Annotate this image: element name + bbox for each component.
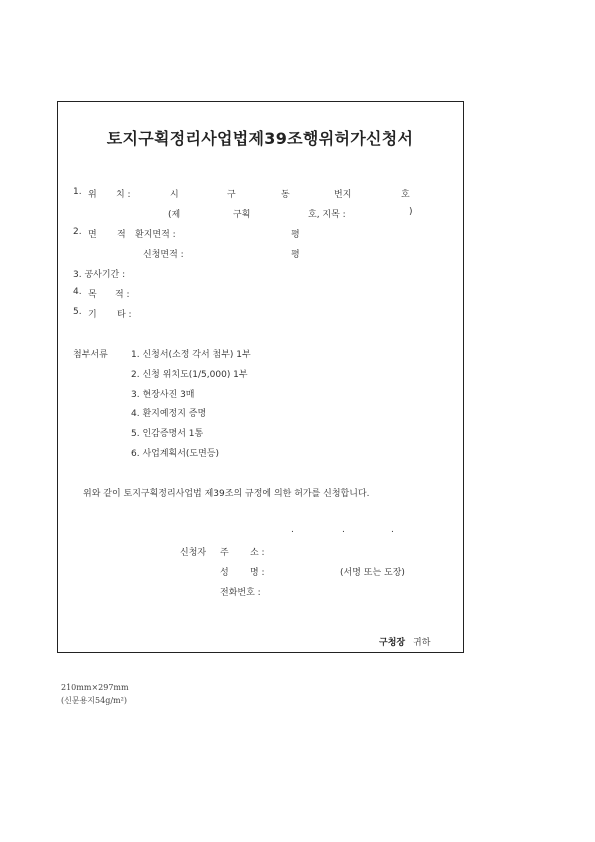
area-label-a: 면 <box>88 230 97 240</box>
location-guhoek: 구획 <box>233 210 251 220</box>
area-sincheong-label: 신청면적 : <box>143 250 184 260</box>
attachment-item-4: 4. 환지예정지 증명 <box>131 409 207 419</box>
statement-text: 위와 같이 토지구획정리사업법 제39조의 규정에 의한 허가를 신청합니다. <box>83 489 370 499</box>
area-hwanji-label: 환지면적 : <box>135 230 176 240</box>
attachment-item-1: 1. 신청서(소정 각서 첨부) 1부 <box>131 350 251 360</box>
applicant-name-b: 명 : <box>250 568 265 578</box>
attachment-item-3: 3. 현장사진 3매 <box>131 390 195 400</box>
attachment-item-2: 2. 신청 위치도(1/5,000) 1부 <box>131 370 248 380</box>
paper-size-note: 210mm×297mm <box>61 683 129 692</box>
purpose-label-b: 적 : <box>115 290 130 300</box>
area-hwanji-unit: 평 <box>291 230 300 240</box>
location-label-b: 치 : <box>116 190 131 200</box>
period-label: 3. 공사기간 : <box>73 270 126 280</box>
location-beonji: 번지 <box>334 190 352 200</box>
applicant-address-b: 소 : <box>250 548 265 558</box>
attachments-label: 첨부서류 <box>73 350 108 360</box>
recipient-name: 구청장 <box>379 638 406 648</box>
area-label-b: 적 <box>117 230 126 240</box>
location-label-num: 1. <box>73 187 82 197</box>
recipient-honorific: 귀하 <box>413 638 431 648</box>
attachment-item-6: 6. 사업계획서(도면등) <box>131 449 220 459</box>
location-ho-jimok: 호, 지목 : <box>308 210 346 220</box>
location-ho: 호 <box>401 190 410 200</box>
location-dong: 동 <box>281 190 290 200</box>
applicant-address-a: 주 <box>220 548 229 558</box>
applicant-name-a: 성 <box>220 568 229 578</box>
attachment-item-5: 5. 인감증명서 1통 <box>131 429 204 439</box>
area-sincheong-unit: 평 <box>291 250 300 260</box>
form-title: 토지구획정리사업법제39조행위허가신청서 <box>106 129 414 148</box>
location-label-a: 위 <box>88 190 97 200</box>
applicant-label: 신청자 <box>180 548 207 558</box>
applicant-phone-label: 전화번호 : <box>220 588 261 598</box>
location-gu: 구 <box>227 190 236 200</box>
other-label-b: 타 : <box>117 310 132 320</box>
other-label-num: 5. <box>73 307 82 317</box>
paper-type-note: (신문용지54g/m²) <box>61 696 127 705</box>
other-label-a: 기 <box>88 310 97 320</box>
signature-note: (서명 또는 도장) <box>340 568 405 578</box>
area-label-num: 2. <box>73 227 82 237</box>
location-si: 시 <box>170 190 179 200</box>
date-dot-month: . <box>342 525 345 535</box>
purpose-label-num: 4. <box>73 287 82 297</box>
purpose-label-a: 목 <box>88 290 97 300</box>
date-dot-year: . <box>291 525 294 535</box>
location-paren-open: (제 <box>168 210 181 220</box>
date-dot-day: . <box>391 525 394 535</box>
location-paren-close: ) <box>409 207 413 217</box>
